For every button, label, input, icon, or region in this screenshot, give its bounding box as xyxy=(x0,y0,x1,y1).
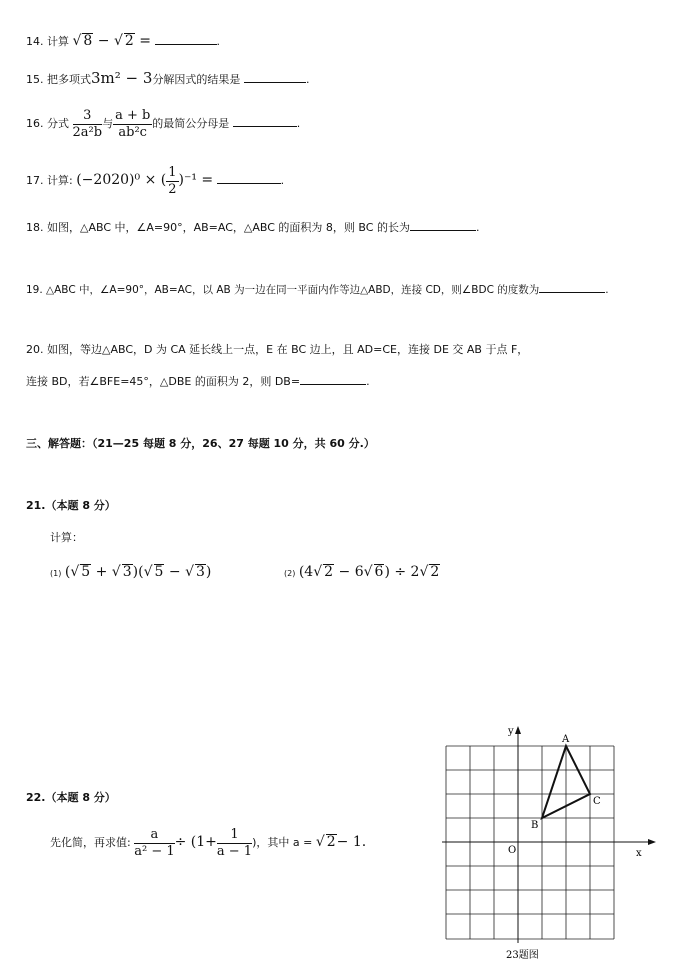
q20-line1: 如图，等边△ABC，D 为 CA 延长线上一点，E 在 BC 边上，且 AD=CE，连接 DE 交 AB 于点 F， xyxy=(47,343,529,356)
q16-pre: 分式 xyxy=(47,117,69,130)
q14-answer-blank[interactable] xyxy=(155,32,217,45)
q15-answer-blank[interactable] xyxy=(244,70,306,83)
q17-fraction xyxy=(166,165,178,198)
q20-answer-blank[interactable] xyxy=(300,372,366,385)
q18-text: 如图，△ABC 中，∠A=90°，AB=AC，△ABC 的面积为 8，则 BC 的长为 xyxy=(47,221,410,234)
q16-mid: 与 xyxy=(102,117,114,130)
q15-number: 15. xyxy=(26,73,44,86)
q18-period: . xyxy=(475,221,480,234)
q22-body xyxy=(50,820,366,864)
q21-title: 21.（本题 8 分） xyxy=(26,499,116,512)
q16-f1-den: 2a²b xyxy=(72,124,103,140)
question-17 xyxy=(26,160,284,200)
q16-f2-den: ab²c xyxy=(118,124,147,140)
y-axis-label: y xyxy=(508,726,514,737)
figure-caption: 23题图 xyxy=(506,950,539,961)
q15-pre: 把多项式 xyxy=(47,73,91,86)
q17-expression-a: (−2020)⁰ × ( xyxy=(76,172,167,188)
point-b-label: B xyxy=(531,820,539,831)
q17-f-num: 1 xyxy=(168,164,177,180)
q21-part-2-label: (2) xyxy=(284,569,296,578)
q22-fraction-2 xyxy=(217,827,252,860)
q15-period: . xyxy=(305,73,310,86)
q21-subtitle: 计算： xyxy=(50,531,83,544)
q22-title: 22.（本题 8 分） xyxy=(26,791,116,804)
q16-post: 的最简公分母是 xyxy=(152,117,230,130)
q17-number: 17. xyxy=(26,174,44,187)
q22-mid: ÷ (1+ xyxy=(174,834,217,850)
q17-f-den: 2 xyxy=(168,181,177,197)
q15-expression: 3m² − 3 xyxy=(91,69,153,87)
y-axis-arrow xyxy=(515,726,521,734)
q16-f1-num: 3 xyxy=(73,108,103,125)
q15-post: 分解因式的结果是 xyxy=(152,73,241,86)
q16-answer-blank[interactable] xyxy=(233,114,297,127)
question-14 xyxy=(26,32,220,50)
x-axis-label: x xyxy=(636,848,642,859)
q18-answer-blank[interactable] xyxy=(410,218,476,231)
q17-pre: 计算: xyxy=(47,174,73,187)
q22-pre: 先化简，再求值: xyxy=(50,836,131,849)
question-15 xyxy=(26,70,309,88)
q21-part-1 xyxy=(50,564,211,582)
q17-answer-blank[interactable] xyxy=(217,171,281,184)
q20-line2: 连接 BD，若∠BFE=45°，△DBE 的面积为 2，则 DB= xyxy=(26,375,301,388)
question-16 xyxy=(26,104,300,144)
q16-number: 16. xyxy=(26,117,44,130)
q22-fraction-1 xyxy=(134,827,174,860)
q21-part-2-expression: (4√ 2 − 6√ 6) ÷ 2√ 2 xyxy=(298,564,440,580)
q17-period: . xyxy=(280,174,285,187)
q14-expression: √ 8 − √ 2 = xyxy=(72,33,152,49)
q16-f2-num: a + b xyxy=(115,107,151,123)
q22-f2-num: 1 xyxy=(217,827,252,844)
q22-post: )，其中 a = xyxy=(252,836,313,849)
q16-period: . xyxy=(296,117,301,130)
question-20-line-1 xyxy=(26,342,528,358)
q18-number: 18. xyxy=(26,221,44,234)
q19-text: △ABC 中，∠A=90°，AB=AC，以 AB 为一边在同一平面内作等边△ABD，连接 CD，则∠BDC 的度数为 xyxy=(46,284,540,296)
q16-fraction-2 xyxy=(113,108,152,141)
grid-figure-23 xyxy=(436,720,662,964)
point-a-label: A xyxy=(562,734,570,745)
q22-value: √ 2 xyxy=(315,834,336,850)
q14-period: . xyxy=(216,35,221,48)
point-c-label: C xyxy=(593,796,601,807)
q22-f2-den: a − 1 xyxy=(216,843,253,859)
x-axis-arrow xyxy=(648,839,656,845)
q21-part-2 xyxy=(284,564,440,582)
question-20-line-2 xyxy=(26,372,370,390)
q21-part-1-expression: (√ 5 + √ 3)(√ 5 − √ 3) xyxy=(64,564,212,580)
q19-answer-blank[interactable] xyxy=(539,280,605,293)
q19-period: . xyxy=(605,284,609,296)
q14-text: 计算 xyxy=(47,35,69,48)
q22-tail: − 1. xyxy=(336,834,367,850)
question-19 xyxy=(26,280,609,298)
q20-number: 20. xyxy=(26,343,44,356)
q16-fraction-1 xyxy=(73,108,103,141)
section-3-title: 三、解答题：（21—25 每题 8 分，26、27 每题 10 分，共 60 分.） xyxy=(26,437,375,450)
q22-f1-num: a xyxy=(134,827,174,844)
origin-label: O xyxy=(508,845,517,856)
q19-number: 19. xyxy=(26,284,43,296)
q21-part-1-label: (1) xyxy=(50,569,62,578)
q17-expression-b: )⁻¹ = xyxy=(178,172,214,188)
q14-number: 14. xyxy=(26,35,44,48)
q20-period: . xyxy=(366,375,370,388)
question-18 xyxy=(26,218,479,236)
q22-f1-den: a² − 1 xyxy=(134,843,175,859)
